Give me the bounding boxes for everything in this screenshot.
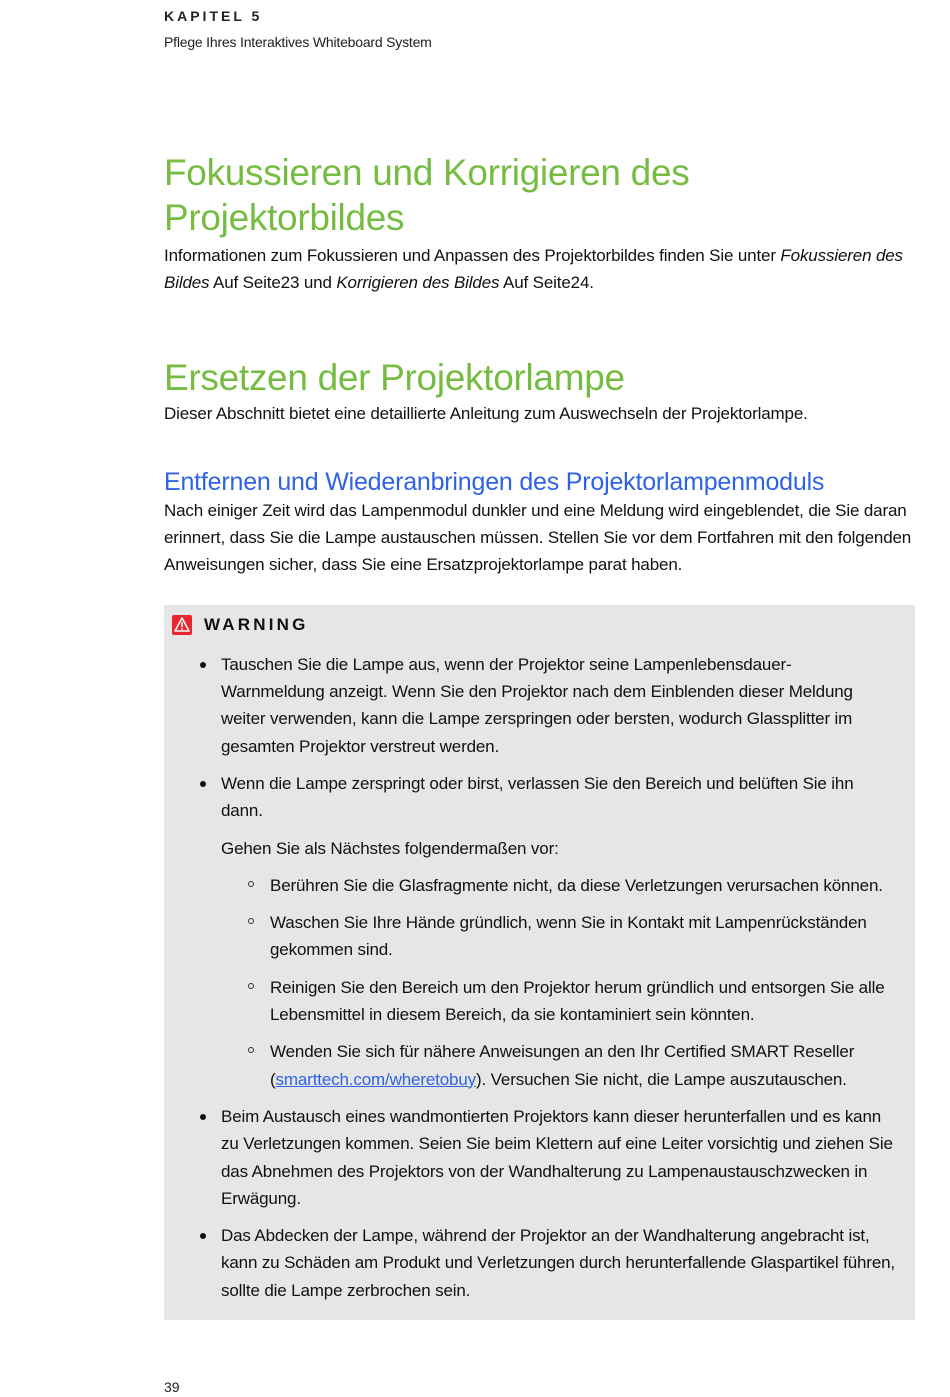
bullet-dot	[200, 1233, 206, 1239]
section-module	[164, 467, 916, 579]
warning-bullet	[221, 1103, 915, 1212]
warning-bullet-text: Das Abdecken der Lampe, während der Projektor an der Wandhalterung angebracht ist, kann zu Schäden am Produkt und Verletzungen durch herunterfallende Glaspartikel führen, sollte die Lampe zerbrochen sein.	[221, 1226, 895, 1300]
sub-bullet-circle	[248, 918, 254, 924]
warning-bullet-text: Wenn die Lampe zerspringt oder birst, verlassen Sie den Bereich und belüften Sie ihn dann.	[221, 773, 854, 821]
warning-bullet	[221, 651, 915, 760]
warning-header	[164, 615, 915, 635]
warning-title: WARNING	[204, 614, 309, 634]
focus-text-end: Auf Seite24.	[499, 273, 594, 293]
chapter-subtitle: Pflege Ihres Interaktives Whiteboard System	[164, 34, 432, 50]
sub-bullet-circle	[248, 1047, 254, 1053]
section-focus	[164, 150, 916, 297]
warning-subitem	[270, 872, 895, 899]
bullet-dot	[200, 1114, 206, 1120]
warning-subitem-text: Reinigen Sie den Bereich um den Projektor herum gründlich und entsorgen Sie alle Lebensmittel in diesem Bereich, da sie kontaminiert sein könnten.	[270, 977, 885, 1025]
warning-subitem	[270, 1038, 895, 1093]
sub-bullet-circle	[248, 881, 254, 887]
section-title-focus-line1: Fokussieren und Korrigieren des	[164, 152, 690, 193]
main-content	[164, 150, 916, 1320]
section-module-text: Nach einiger Zeit wird das Lampenmodul dunkler und eine Meldung wird eingeblendet, die Sie daran erinnert, dass Sie die Lampe austauschen müssen. Stellen Sie vor dem Fortfahren mit den folgenden Anweisungen sicher, dass Sie eine Ersatzprojektorlampe parat haben.	[164, 500, 912, 575]
warning-subitem-text: Waschen Sie Ihre Hände gründlich, wenn Sie in Kontakt mit Lampenrückständen gekommen sind.	[270, 913, 867, 960]
warning-triangle-icon	[172, 615, 192, 635]
section-title-focus	[164, 150, 916, 240]
section-lamp-text: Dieser Abschnitt bietet eine detaillierte Anleitung zum Auswechseln der Projektorlampe.	[164, 403, 808, 423]
warning-sublist	[221, 872, 895, 1093]
reseller-link[interactable]: smarttech.com/wheretobuy	[275, 1069, 476, 1089]
correct-ref-link[interactable]: Korrigieren des Bildes	[336, 273, 500, 293]
section-lamp	[164, 355, 916, 427]
chapter-label: KAPITEL 5	[164, 8, 263, 24]
sub-bullet-circle	[248, 983, 254, 989]
warning-bullet-followup: Gehen Sie als Nächstes folgendermaßen vor:	[221, 838, 559, 858]
focus-ref-link[interactable]: Fokussieren des Bildes	[164, 246, 903, 293]
warning-subitem-text: Berühren Sie die Glasfragmente nicht, da diese Verletzungen verursachen können.	[270, 875, 883, 895]
warning-list	[164, 651, 915, 1304]
focus-text-start: Informationen zum Fokussieren und Anpassen des Projektorbildes finden Sie unter	[164, 246, 781, 265]
section-title-focus-line2: Projektorbildes	[164, 197, 405, 238]
section-title-lamp: Ersetzen der Projektorlampe	[164, 356, 625, 398]
section-title-module: Entfernen und Wiederanbringen des Projektorlampenmoduls	[164, 467, 825, 496]
warning-bullet-text: Tauschen Sie die Lampe aus, wenn der Projektor seine Lampenlebensdauer-Warnmeldung anzeigt. Wenn Sie den Projektor nach dem Einblenden dieser Meldung weiter verwenden, kann die Lampe zerspringen oder bersten, wodurch Glassplitter im gesamten Projektor verstreut werden.	[221, 654, 853, 756]
warning-bullet-text: Beim Austausch eines wandmontierten Projektors kann dieser herunterfallen und es kann zu Verletzungen kommen. Seien Sie beim Klettern auf eine Leiter vorsichtig und ziehen Sie das Abnehmen des Projektors von der Wandhalterung zu Lampenaustauschzwecken in Erwägung.	[221, 1106, 893, 1208]
warning-bullet	[221, 1222, 915, 1304]
section-focus-text	[164, 242, 916, 297]
reseller-text-start: Wenden Sie sich für nähere Anweisungen an den Ihr Certified SMART Reseller (	[270, 1042, 855, 1089]
bullet-dot	[200, 781, 206, 787]
warning-box	[164, 605, 915, 1320]
page-number: 39	[164, 1379, 180, 1395]
focus-text-mid: Auf Seite23 und	[209, 273, 337, 293]
warning-bullet	[221, 770, 915, 1093]
warning-subitem-text	[270, 1038, 895, 1093]
warning-subitem	[270, 974, 895, 1029]
bullet-dot	[200, 662, 206, 668]
reseller-text-end: ). Versuchen Sie nicht, die Lampe auszutauschen.	[476, 1069, 847, 1089]
warning-subitem	[270, 909, 895, 964]
